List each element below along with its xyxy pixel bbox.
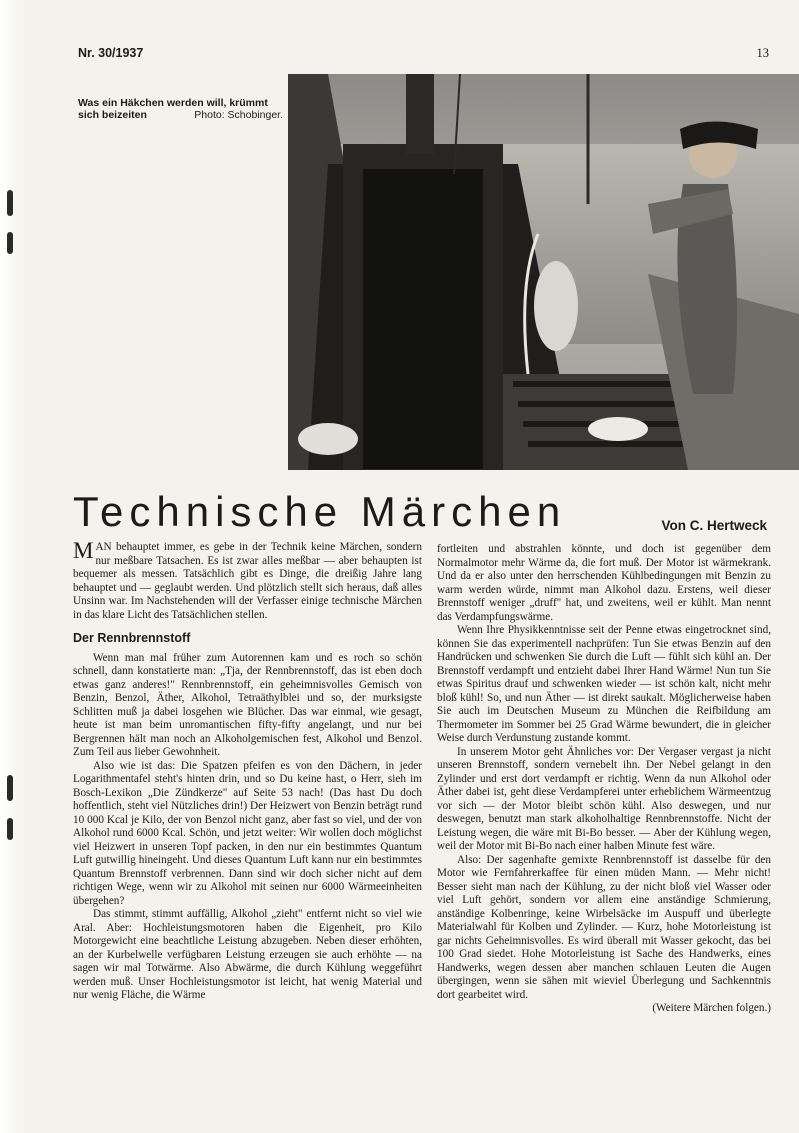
article-paragraph: fortleiten und abstrahlen könnte, und doch ist gegenüber dem Normalmotor mehr Wärme da, die fort muß. Der Motor ist wärmekrank. Und da er also unter den herrschenden Kühlbedingungen mit Benzin zu warm werden würde, nimmt man Alkohol dazu. Erstens, weil dieser Brennstoff weniger „druff" hat, und zweitens, weil er kühlt. Man nennt das Verdampfungswärme. <box>437 543 771 623</box>
page-margin <box>0 0 26 1133</box>
article-intro: MAN behauptet immer, es gebe in der Technik keine Märchen, sondern nur meßbare Tatsachen. Es ist zwar alles meßbar — aber behaupten ist bequemer als messen. Tatsächlich gibt es Dinge, die dreißig Jahre lang behauptet und — geglaubt werden. Und plötzlich stellt sich heraus, daß alles Unsinn war. Im Nachstehenden will der Verfasser einige technische Märchen in das klare Licht des Tatsächlichen stellen. <box>73 538 422 621</box>
article-title: Technische Märchen <box>73 488 567 535</box>
article-paragraph: Wenn Ihre Physikkenntnisse seit der Penne etwas eingetrocknet sind, können Sie das experimentell nachprüfen: Tun Sie etwas Benzin auf den Handrücken und schwenken Sie durch die Luft — fühlt sich kühl an. Der Brennstoff verdampft und entzieht dabei Ihrer Hand Wärme! Nun tun Sie etwas Spiritus drauf und schwenken wieder — ist schön kalt, nicht mehr bloß kühl! So, und nun Äther — ist direkt saukalt. Möglicherweise haben Sie auch im Deutschen Museum zu München die Reifbildung am Thermometer im Sommer bei 25 Grad Wärme bewundert, die in gleicher Weise durch Verdunstung zustande kommt. <box>437 624 771 744</box>
binding-hole-mark <box>7 232 13 254</box>
photo-credit: Photo: Schobinger. <box>194 109 283 121</box>
article-paragraph: Also wie ist das: Die Spatzen pfeifen es von den Dächern, in jeder Logarithmentafel steht's hinten drin, und so Du keine hast, o Herr, sieh im Bosch-Lexikon „Die Zündkerze" auf Seite 53 nach! (Das hast Du doch hoffentlich, steht viel Nützliches drin!) Der Heizwert von Benzin beträgt rund 10 000 Kcal je Kilo, der von Benzol nicht ganz, aber fast so viel, und der von Alkohol rund 6000 Kcal. Schön, und jetzt weiter: Wir wollen doch möglichst viel Heizwert in unseren Topf packen, in den nur ein bestimmtes Quantum Luft gutwillig hineingeht. Und dieses Quantum Luft kann nur ein bestimmtes Quantum Brennstoff verbrennen. Dann sind wir doch sicher nicht auf dem richtigen Wege, wenn wir zu Alkohol mit seinen nur 6000 Wärmeeinheiten übergehen? <box>73 759 422 907</box>
article-paragraph: Also: Der sagenhafte gemixte Rennbrennstoff ist dasselbe für den Motor wie Fernfahrerkaffee für einen müden Mann. — Mehr nicht! Besser sieht man nach der Kühlung, zu der nicht bloß viel Wasser oder viel Luft gehört, sondern vor allem eine anständige Schmierung, anständige Kolbenringe, keine Wirbelsäcke im Auspuff und überlegte Materialwahl für Kolben und Zylinder. — Kurz, hohe Motorleistung ist gar nichts Geheimnisvolles. Es wird überall mit Wasser gekocht, das bei 100 Grad siedet. Hohe Motorleistung ist Sache des Handwerks, eines Handwerks, wegen dessen aber manchen schlauen Leuten die Augen übergingen, wenn sie sähen mit wieviel Überlegung und Sachkenntnis dort gearbeitet wird. <box>437 853 771 1001</box>
article-photo <box>288 74 799 470</box>
boy-on-sailboat-illustration <box>288 74 799 470</box>
article-author: Von C. Hertweck <box>661 518 767 533</box>
article-paragraph: In unserem Motor geht Ähnliches vor: Der Vergaser vergast ja nicht unseren Brennstoff, sondern vernebelt ihn. Der Nebel gelangt in den Zylinder und erst dort verdampft er richtig. Wenn da nun Alkohol oder Äther dabei ist, geht diese Verdampferei unter erheblichem Wärmeentzug vor sich — der Motor bleibt schön kühl. Also deswegen, und nur deswegen, benutzt man stark alkoholhaltige Rennbrennstoffe. Nicht der Leistung wegen, die wäre mit Bi-Bo besser. — Aber der Kühlung wegen, weil der Motor mit Bi-Bo nach einer halben Minute fest wäre. <box>437 745 771 852</box>
issue-number: Nr. 30/1937 <box>78 46 144 60</box>
binding-hole-mark <box>7 818 13 840</box>
section-heading: Der Rennbrennstoff <box>73 631 191 645</box>
article-paragraph: Das stimmt, stimmt auffällig, Alkohol „zieht" entfernt nicht so viel wie Aral. Aber: Hochleistungsmotoren haben die Eigenheit, pro Kilo Motorgewicht eine beachtliche Leistung abzugeben. Neben dieser erhöhten, an der Kurbelwelle verfügbaren Leistung erzeugen sie auch erhöhte — na sagen wir mal Totwärme. Also Abwärme, die durch Kühlung weggeführt werden muß. Unser Hochleistungsmotor ist leicht, hat wenig Material und nur wenig Fläche, die Wärme <box>73 908 422 1001</box>
binding-hole-mark <box>7 775 13 801</box>
article-column-right <box>437 543 771 1016</box>
photo-caption <box>78 97 283 121</box>
page-number: 13 <box>756 46 769 60</box>
continued-note: (Weitere Märchen folgen.) <box>652 1002 771 1014</box>
article-column-left <box>73 538 422 1003</box>
binding-hole-mark <box>7 190 13 216</box>
article-paragraph: Wenn man mal früher zum Autorennen kam und es roch so schön schnell, dann konstatierte man: „Tja, der Rennbrennstoff, das ist eben doch etwas ganz anderes!" Rennbrennstoff, ein geheimnisvolles Gemisch von Benzin, Benzol, Äther, Alkohol, Tetraäthylblei und so, der murksigste Schlitten muß ja dabei losgehen wie Blücher. Das war einmal, wie gesagt, heute ist man beim unromantischen fifty-fifty angelangt, und nur bei Bergrennen hält man noch an Alkoholgemischen fest, Alkohol und Benzol. Zum Teil aus lieber Gewohnheit. <box>73 651 422 758</box>
caption-text: Was ein Häkchen werden will, krümmt sich beizeiten <box>78 97 268 121</box>
